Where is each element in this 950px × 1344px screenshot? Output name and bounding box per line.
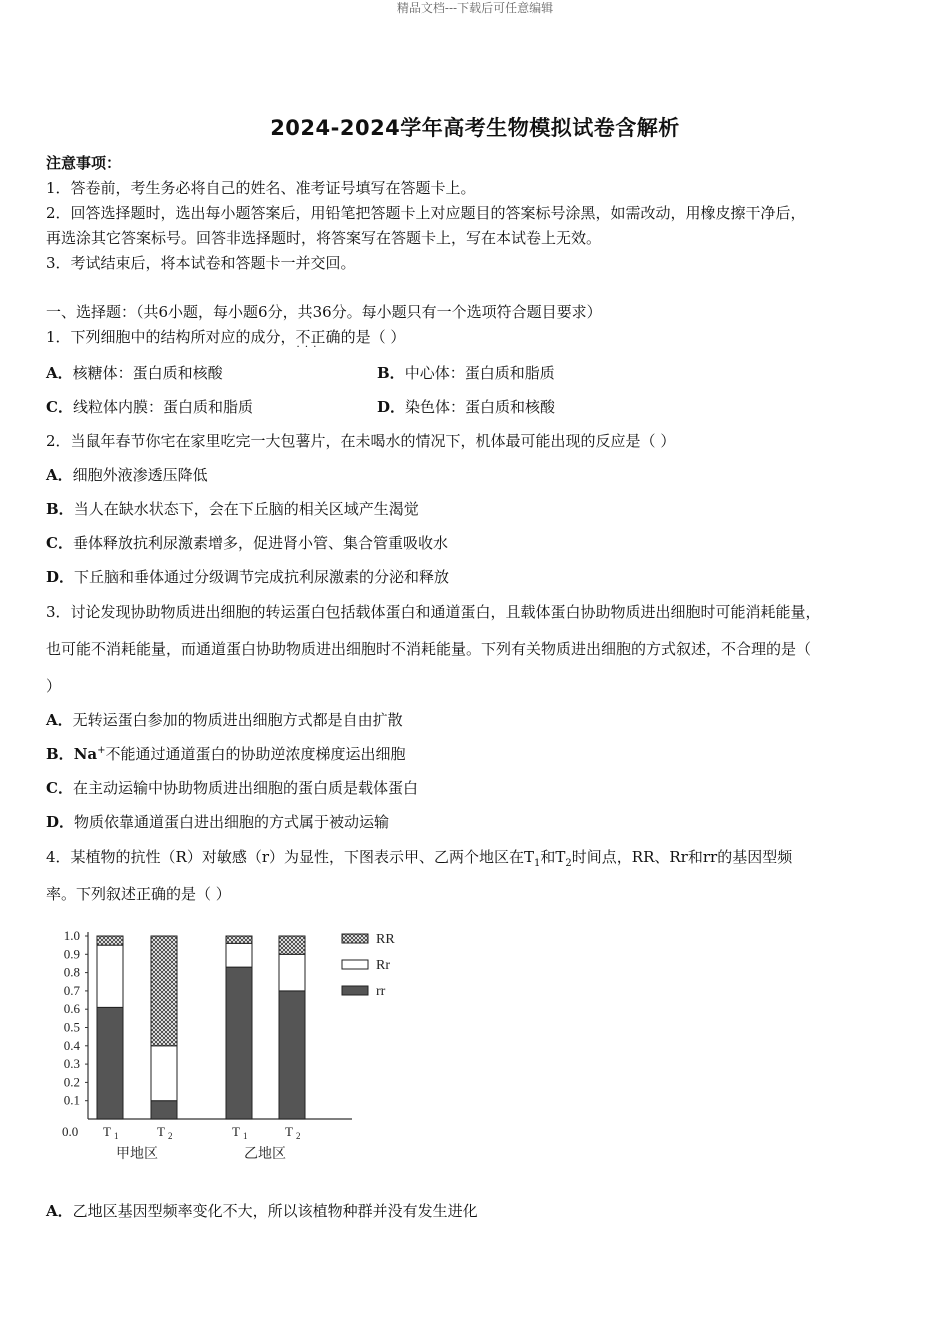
q3-option-c-text: 在主动运输中协助物质进出细胞的蛋白质是载体蛋白 [72, 779, 418, 797]
y-tick-label: 0.2 [63, 1074, 80, 1090]
q2-option-a-label: A． [46, 466, 73, 484]
q3-option-b-charge: + [97, 745, 106, 756]
y-tick-label: 0.7 [63, 982, 80, 998]
q3-option-d-label: D． [46, 813, 75, 831]
watermark: 精品文档---下载后可任意编辑 [396, 1, 554, 15]
q4-stem-sub-1: 1 [534, 858, 541, 869]
y-tick-label: 0.4 [63, 1037, 80, 1053]
x-tick-subscript: 2 [168, 1131, 173, 1141]
q3-option-b-text: 不能通过通道蛋白的协助逆浓度梯度运出细胞 [105, 745, 406, 763]
q1-option-c-label: C． [46, 398, 73, 416]
q3-stem-line-2: 也可能不消耗能量，而通道蛋白协助物质进出细胞时不消耗能量。下列有关物质进出细胞的方式叙述，不合理的是（ [46, 640, 812, 658]
y-tick-label: 0.9 [63, 946, 80, 962]
q1-option-c [46, 398, 253, 416]
q1-stem-pre: 1．下列细胞中的结构所对应的成分， [46, 328, 296, 346]
q2-option-c-text: 垂体释放抗利尿激素增多，促进肾小管、集合管重吸收水 [72, 534, 448, 552]
x-tick-label: T [232, 1124, 240, 1139]
q1-stem [46, 326, 405, 347]
q1-stem-emphasis: 不正确 · · · [296, 328, 341, 346]
q1-option-d [377, 396, 555, 417]
q3-option-c-label: C． [46, 779, 73, 797]
y-tick-label: 1.0 [63, 928, 80, 943]
q4-stem-sub-2: 2 [565, 858, 572, 869]
legend-label-Rr: Rr [376, 958, 390, 973]
q4-stem-line-1 [46, 846, 792, 869]
y-tick-label: 0.5 [63, 1019, 80, 1035]
notice-item-2: 2．回答选择题时，选出每小题答案后，用铅笔把答题卡上对应题目的答案标号涂黑，如需改动，用橡皮擦干净后， [46, 204, 806, 222]
q1-option-a-label: A． [46, 364, 73, 382]
q3-option-b [46, 743, 406, 764]
q2-option-c-label: C． [46, 534, 73, 552]
bar-rr [97, 1007, 123, 1119]
x-tick-label: T [285, 1124, 293, 1139]
q3-option-a-label: A． [46, 711, 73, 729]
q2-option-a [46, 464, 208, 485]
x-tick-label: T [157, 1124, 165, 1139]
q2-option-c [46, 532, 448, 553]
x-tick-subscript: 2 [296, 1131, 301, 1141]
q2-option-b [46, 498, 419, 519]
q4-option-a [46, 1200, 478, 1221]
q3-option-b-label: B． [46, 745, 74, 763]
legend-swatch-Rr [342, 960, 368, 969]
q3-option-d-text: 物质依靠通道蛋白进出细胞的方式属于被动运输 [74, 813, 390, 831]
bar-Rr [151, 1046, 177, 1101]
x-tick-subscript: 1 [243, 1131, 248, 1141]
q2-stem: 2．当鼠年春节你宅在家里吃完一大包薯片，在未喝水的情况下，机体最可能出现的反应是（ ） [46, 432, 676, 450]
y-tick-label: 0.8 [63, 964, 80, 980]
q3-option-a-text: 无转运蛋白参加的物质进出细胞方式都是自由扩散 [72, 711, 403, 729]
bar-Rr [279, 954, 305, 991]
q2-option-d-label: D． [46, 568, 75, 586]
bar-RR [279, 936, 305, 954]
notice-item-1: 1．答卷前，考生务必将自己的姓名、准考证号填写在答题卡上。 [46, 179, 476, 197]
section-heading: 一、选择题：（共6小题，每小题6分，共36分。每小题只有一个选项符合题目要求） [46, 303, 602, 321]
q2-option-a-text: 细胞外液渗透压降低 [72, 466, 208, 484]
bar-Rr [226, 943, 252, 967]
notice-item-3: 3．考试结束后，将本试卷和答题卡一并交回。 [46, 254, 356, 272]
bar-rr [226, 967, 252, 1119]
bar-rr [151, 1101, 177, 1119]
q1-options-row-2 [46, 396, 906, 417]
legend-swatch-RR [342, 934, 368, 943]
bar-Rr [97, 945, 123, 1007]
q1-option-d-text: 染色体：蛋白质和核酸 [405, 398, 556, 416]
q1-option-b-text: 中心体：蛋白质和脂质 [404, 364, 555, 382]
q3-option-c [46, 777, 418, 798]
q1-option-b [377, 362, 555, 383]
q4-option-a-text: 乙地区基因型频率变化不大，所以该植物种群并没有发生进化 [72, 1202, 478, 1220]
q2-option-d-text: 下丘脑和垂体通过分级调节完成抗利尿激素的分泌和释放 [74, 568, 450, 586]
notice-heading: 注意事项： [46, 154, 122, 172]
y-tick-label: 0.1 [63, 1092, 80, 1108]
legend-swatch-rr [342, 986, 368, 995]
q4-stem-text-c: 时间点，RR、Rr和rr的基因型频 [571, 848, 793, 866]
q3-option-a [46, 709, 403, 730]
bar-RR [97, 936, 123, 945]
q4-option-a-label: A． [46, 1202, 73, 1220]
notice-item-2-cont: 再选涂其它答案标号。回答非选择题时，将答案写在答题卡上，写在本试卷上无效。 [46, 229, 602, 247]
legend-label-RR: RR [376, 932, 395, 947]
q4-stem-text-a: 4．某植物的抗性（R）对敏感（r）为显性，下图表示甲、乙两个地区在T [46, 848, 535, 866]
q3-stem-line-1: 3．讨论发现协助物质进出细胞的转运蛋白包括载体蛋白和通道蛋白，且载体蛋白协助物质进出细胞时可能消耗能量， [46, 603, 821, 621]
q4-stem-text-b: 和T [540, 848, 566, 866]
q3-option-d [46, 811, 389, 832]
group-label: 乙地区 [244, 1147, 286, 1162]
q2-option-b-text: 当人在缺水状态下，会在下丘脑的相关区域产生渴觉 [73, 500, 419, 518]
q1-stem-post: 的是（ ） [340, 328, 406, 346]
group-label: 甲地区 [116, 1147, 158, 1162]
bar-RR [151, 936, 177, 1046]
y-tick-label: 0.0 [62, 1124, 79, 1139]
y-tick-label: 0.6 [63, 1001, 80, 1017]
legend-label-rr: rr [376, 984, 386, 999]
x-tick-label: T [103, 1124, 111, 1139]
q1-option-a [46, 364, 223, 382]
q1-options-row-1 [46, 362, 906, 383]
q1-option-b-label: B． [377, 364, 405, 382]
x-tick-subscript: 1 [114, 1131, 119, 1141]
q3-option-b-ion: Na [73, 745, 98, 763]
q2-option-d [46, 566, 449, 587]
y-tick-label: 0.3 [63, 1056, 80, 1072]
q1-option-d-label: D． [377, 398, 406, 416]
bar-rr [279, 991, 305, 1119]
q2-option-b-label: B． [46, 500, 74, 518]
q4-stem-line-2: 率。下列叙述正确的是（ ） [46, 885, 231, 903]
q1-option-c-text: 线粒体内膜：蛋白质和脂质 [72, 398, 253, 416]
q1-option-a-text: 核糖体：蛋白质和核酸 [72, 364, 223, 382]
bar-RR [226, 936, 252, 943]
genotype-frequency-chart [40, 918, 420, 1168]
page-title: 2024-2024学年高考生物模拟试卷含解析 [270, 116, 680, 140]
q3-stem-line-3: ） [46, 677, 62, 695]
